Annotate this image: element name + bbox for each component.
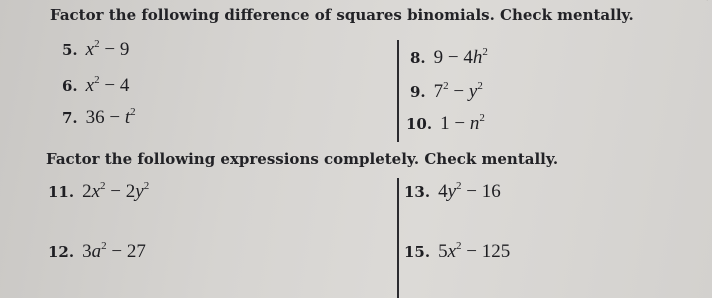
problem-6 — [62, 74, 129, 97]
problem-11 — [48, 180, 149, 203]
problem-expression: $3a^2 - 27$ — [82, 240, 146, 262]
problem-expression: $7^2 - y^2$ — [433, 80, 483, 102]
problem-number: 15. — [404, 243, 431, 261]
column-divider-bottom — [397, 178, 399, 298]
problem-number: 7. — [62, 109, 78, 127]
problem-expression: $5x^2 - 125$ — [438, 240, 511, 262]
problem-15 — [404, 240, 510, 263]
problem-number: 10. — [406, 115, 433, 133]
problem-expression: $4y^2 - 16$ — [438, 180, 501, 202]
problem-number: 6. — [62, 77, 78, 95]
problem-number: 11. — [48, 183, 75, 201]
problem-number: 13. — [404, 183, 431, 201]
problem-expression: $x^2 - 4$ — [85, 74, 130, 96]
column-divider-top — [397, 40, 399, 142]
problem-7 — [62, 106, 136, 129]
problem-number: 12. — [48, 243, 75, 261]
problem-12 — [48, 240, 146, 263]
problem-number: 8. — [410, 49, 426, 67]
problem-expression: $2x^2 - 2y^2$ — [82, 180, 150, 202]
problem-9 — [410, 80, 483, 103]
problem-number: 9. — [410, 83, 426, 101]
problem-expression: $9 - 4h^2$ — [433, 46, 488, 68]
problem-expression: $1 - n^2$ — [440, 112, 485, 134]
problem-5 — [62, 38, 129, 61]
problem-expression: $x^2 - 9$ — [85, 38, 130, 60]
problem-number: 5. — [62, 41, 78, 59]
problem-10 — [406, 112, 485, 135]
instruction-section-1: Factor the following difference of squares binomials. Check mentally. — [50, 6, 634, 24]
problem-13 — [404, 180, 501, 203]
problem-expression: $36 - t^2$ — [85, 106, 136, 128]
problem-8 — [410, 46, 488, 69]
instruction-section-2: Factor the following expressions completely. Check mentally. — [46, 150, 559, 168]
